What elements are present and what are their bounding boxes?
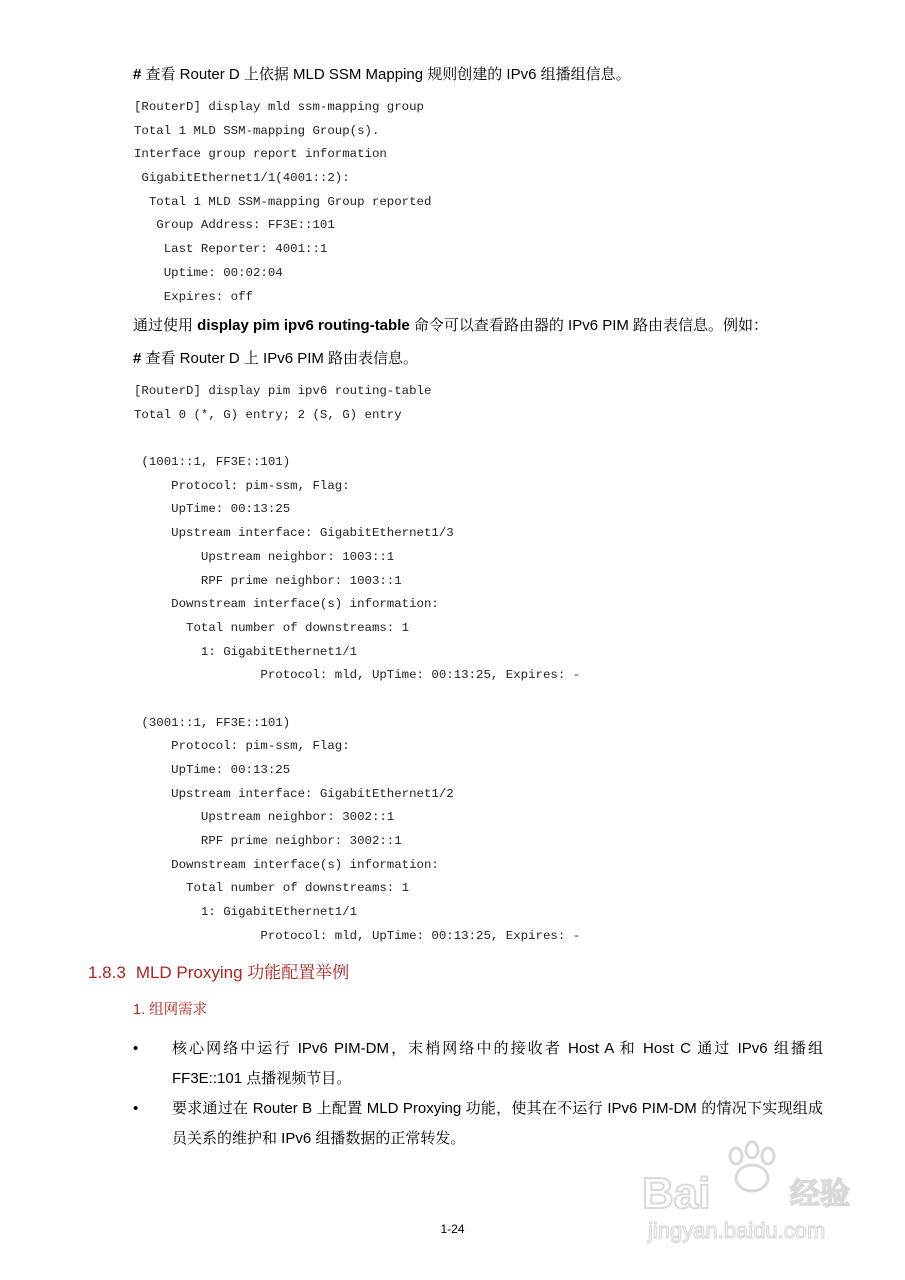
command-name: display pim ipv6 routing-table [197, 317, 410, 334]
code-line: Upstream interface: GigabitEthernet1/2 [134, 786, 454, 801]
code-line: GigabitEthernet1/1(4001::2): [134, 171, 350, 186]
paragraph-text-after: 命令可以查看路由器的 IPv6 PIM 路由表信息。例如： [409, 317, 769, 334]
code-line: Downstream interface(s) information: [134, 597, 439, 612]
watermark-suffix: 经验 [790, 1177, 850, 1212]
code-line: RPF prime neighbor: 1003::1 [134, 573, 402, 588]
bullet-marker: • [133, 1040, 139, 1057]
code-line: RPF prime neighbor: 3002::1 [134, 834, 402, 849]
code-line: UpTime: 00:13:25 [134, 763, 291, 777]
code-line: Total number of downstreams: 1 [134, 620, 410, 635]
code-line: Total 1 MLD SSM-mapping Group(s). [134, 123, 380, 138]
code-line: Total 0 (*, G) entry; 2 (S, G) entry [134, 407, 402, 422]
subsection-heading: 1. 组网需求 [133, 1002, 208, 1018]
code-line: Protocol: pim-ssm, Flag: [134, 739, 350, 754]
bullet-text: 核心网络中运行 IPv6 PIM-DM，末梢网络中的接收者 Host A 和 Host C 通过 IPv6 组播组 FF3E::101 点播视频节目。 [172, 1040, 823, 1087]
code-line: Last Reporter: 4001::1 [134, 242, 328, 257]
bullet-text: 要求通过在 Router B 上配置 MLD Proxying 功能，使其在不运行 IPv6 PIM-DM 的情况下实现组成员关系的维护和 IPv6 组播数据的正常转发。 [172, 1100, 823, 1147]
code-line: Expires: off [134, 289, 253, 304]
code-line: (3001::1, FF3E::101) [134, 715, 291, 730]
intro-ssm-mapping [133, 65, 631, 85]
section-number: 1.8.3 [88, 963, 126, 982]
code-line: UpTime: 00:13:25 [134, 502, 291, 517]
code-block-ssm-mapping [134, 96, 431, 309]
code-line: Total 1 MLD SSM-mapping Group reported [134, 194, 432, 209]
code-line: 1: GigabitEthernet1/1 [134, 644, 358, 659]
page-number: 1-24 [440, 1222, 465, 1236]
code-line [134, 688, 580, 712]
baidu-jingyan-watermark [640, 1138, 860, 1248]
code-line [134, 427, 580, 451]
watermark-url: jingyan.baidu.com [648, 1218, 826, 1243]
hash-marker: # [133, 66, 142, 83]
code-line: [RouterD] display pim ipv6 routing-table [134, 384, 432, 398]
code-line: Protocol: mld, UpTime: 00:13:25, Expires: - [134, 668, 581, 683]
code-line: Uptime: 00:02:04 [134, 265, 283, 280]
code-line: Upstream interface: GigabitEthernet1/3 [134, 526, 454, 541]
code-line: Upstream neighbor: 3002::1 [134, 810, 395, 825]
code-line: Downstream interface(s) information: [134, 857, 439, 872]
intro-routing-table [133, 349, 418, 369]
code-line: 1: GigabitEthernet1/1 [134, 905, 358, 920]
section-title: MLD Proxying 功能配置举例 [135, 963, 350, 982]
code-line: Total number of downstreams: 1 [134, 881, 410, 896]
code-line: Upstream neighbor: 1003::1 [134, 549, 395, 564]
intro-text: 查看 Router D 上 IPv6 PIM 路由表信息。 [145, 350, 419, 367]
routing-table-paragraph [133, 316, 768, 336]
code-line: Group Address: FF3E::101 [134, 218, 335, 233]
paw-logo-icon [730, 1142, 774, 1191]
code-line: [RouterD] display mld ssm-mapping group [134, 100, 424, 114]
watermark-brand: Bai [642, 1169, 711, 1218]
code-line: (1001::1, FF3E::101) [134, 455, 291, 470]
code-line: Protocol: pim-ssm, Flag: [134, 478, 350, 493]
section-heading [88, 962, 349, 984]
code-block-routing-table [134, 380, 580, 949]
code-line: Protocol: mld, UpTime: 00:13:25, Expires: - [134, 928, 581, 943]
hash-marker: # [133, 350, 142, 367]
code-line: Interface group report information [134, 147, 387, 162]
intro-text: 查看 Router D 上依据 MLD SSM Mapping 规则创建的 IPv6 组播组信息。 [145, 66, 631, 83]
bullet-item [133, 1034, 823, 1094]
paragraph-text-before: 通过使用 [133, 317, 198, 334]
bullet-marker: • [133, 1100, 139, 1117]
